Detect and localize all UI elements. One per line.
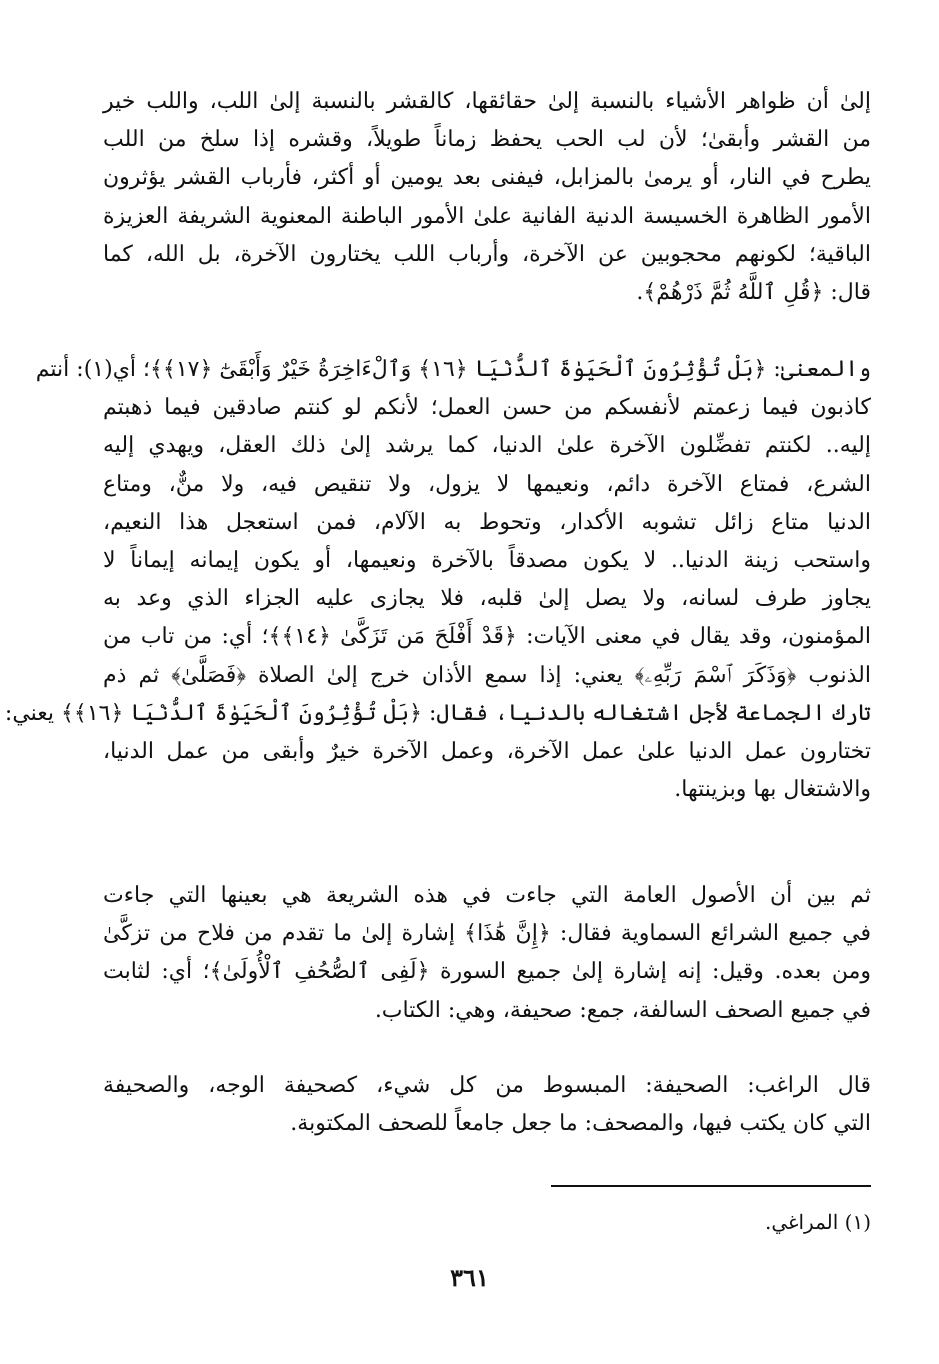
text-line: الشرع، فمتاع الآخرة دائم، ونعيمها لا يزول، ولا تنقيص فيه، ولا منٌّ، ومتاع	[103, 471, 871, 497]
footnote: (١) المراغي.	[764, 1210, 871, 1234]
footnote-divider	[551, 1185, 871, 1187]
text-line: يطرح في النار، أو يرمىٰ بالمزابل، فيفنى بعد يومين أو أكثر، فأرباب القشر يؤثرون	[103, 165, 871, 191]
page-number: ٣٦١	[450, 1263, 489, 1292]
text-line: من القشر وأبقىٰ؛ لأن لب الحب يحفظ زماناً طويلاً، وقشره إذا سلخ من اللب	[103, 127, 871, 153]
text-line: والاشتغال بها وبزينتها.	[674, 777, 871, 803]
text-line: في جميع الصحف السالفة، جمع: صحيفة، وهي: الكتاب.	[374, 997, 871, 1023]
text-line: تختارون عمل الدنيا علىٰ عمل الآخرة، وعمل الآخرة خيرٌ وأبقى من عمل الدنيا،	[103, 739, 871, 764]
text-line: والمعنىٰ: ﴿بَلْ تُؤْثِرُونَ ٱلْحَيَوٰةَ ٱلدُّنْيَا ﴿١٦﴾ وَٱلْءَاخِرَةُ خَيْرٌ وَأَبْقَىٰٓ ﴿١٧﴾﴾؛ أي(١): أنتم	[35, 357, 871, 382]
text-line: الأمور الظاهرة الخسيسة الدنية الفانية علىٰ الأمور الباطنة المعنوية الشريفة العزيزة	[103, 203, 871, 229]
text-line: إليه.. لكنتم تفضِّلون الآخرة علىٰ الدنيا، كما يرشد إلىٰ ذلك العقل، ويهدي إليه	[103, 433, 871, 459]
text-line: الذنوب ﴿وَذَكَرَ ٱسْمَ رَبِّهِۦ﴾ يعني: إذا سمع الأذان خرج إلىٰ الصلاة ﴿فَصَلَّىٰ﴾ ثم ذم	[103, 662, 871, 688]
text-line: كاذبون فيما زعمتم لأنفسكم من حسن العمل؛ لأنكم لو كنتم صادقين فيما ذهبتم	[103, 395, 871, 421]
text-line: يجاوز طرف لسانه، ولا يصل إلىٰ قلبه، فلا يجازى عليه الجزاء الذي وعد به	[103, 586, 871, 612]
text-line: إلىٰ أن ظواهر الأشياء بالنسبة إلىٰ حقائقها، كالقشر بالنسبة إلىٰ اللب، واللب خير	[103, 89, 871, 114]
text-line: قال: ﴿قُلِ ٱللَّهُ ثُمَّ ذَرْهُمْ﴾.	[636, 280, 871, 305]
text-line: ثم بين أن الأصول العامة التي جاءت في هذه الشريعة هي بعينها التي جاءت	[103, 883, 871, 908]
text-line: المؤمنون، وقد يقال في معنى الآيات: ﴿قَدْ أَفْلَحَ مَن تَزَكَّىٰ ﴿١٤﴾﴾؛ أي: من تاب من	[103, 624, 871, 650]
text-line: الدنيا متاع زائل تشوبه الأكدار، وتحوط به الآلام، فمن استعجل هذا النعيم،	[103, 509, 871, 535]
text-line: ومن بعده. وقيل: إنه إشارة إلىٰ جميع السورة ﴿لَفِى ٱلصُّحُفِ ٱلْأُولَىٰ﴾؛ أي: لثابت	[103, 959, 871, 985]
text-line: قال الراغب: الصحيفة: المبسوط من كل شيء، كصحيفة الوجه، والصحيفة	[103, 1073, 871, 1098]
text-line: واستحب زينة الدنيا.. لا يكون مصدقاً بالآخرة ونعيمها، أو يكون إيمانه إيماناً لا	[103, 548, 871, 573]
text-line: تارك الجماعة لأجل اشتغاله بالدنيا، فقال: ﴿بَلْ تُؤْثِرُونَ ٱلْحَيَوٰةَ ٱلدُّنْيَا ﴿١٦﴾﴾ يعني:	[4, 700, 871, 726]
text-line: التي كان يكتب فيها، والمصحف: ما جعل جامعاً للصحف المكتوبة.	[290, 1111, 871, 1137]
text-line: الباقية؛ لكونهم محجوبين عن الآخرة، وأرباب اللب يختارون الآخرة، بل الله، كما	[103, 241, 871, 267]
text-line: في جميع الشرائع السماوية فقال: ﴿إِنَّ هَٰذَا﴾ إشارة إلىٰ ما تقدم من فلاح من تزكَّىٰ	[103, 921, 871, 947]
